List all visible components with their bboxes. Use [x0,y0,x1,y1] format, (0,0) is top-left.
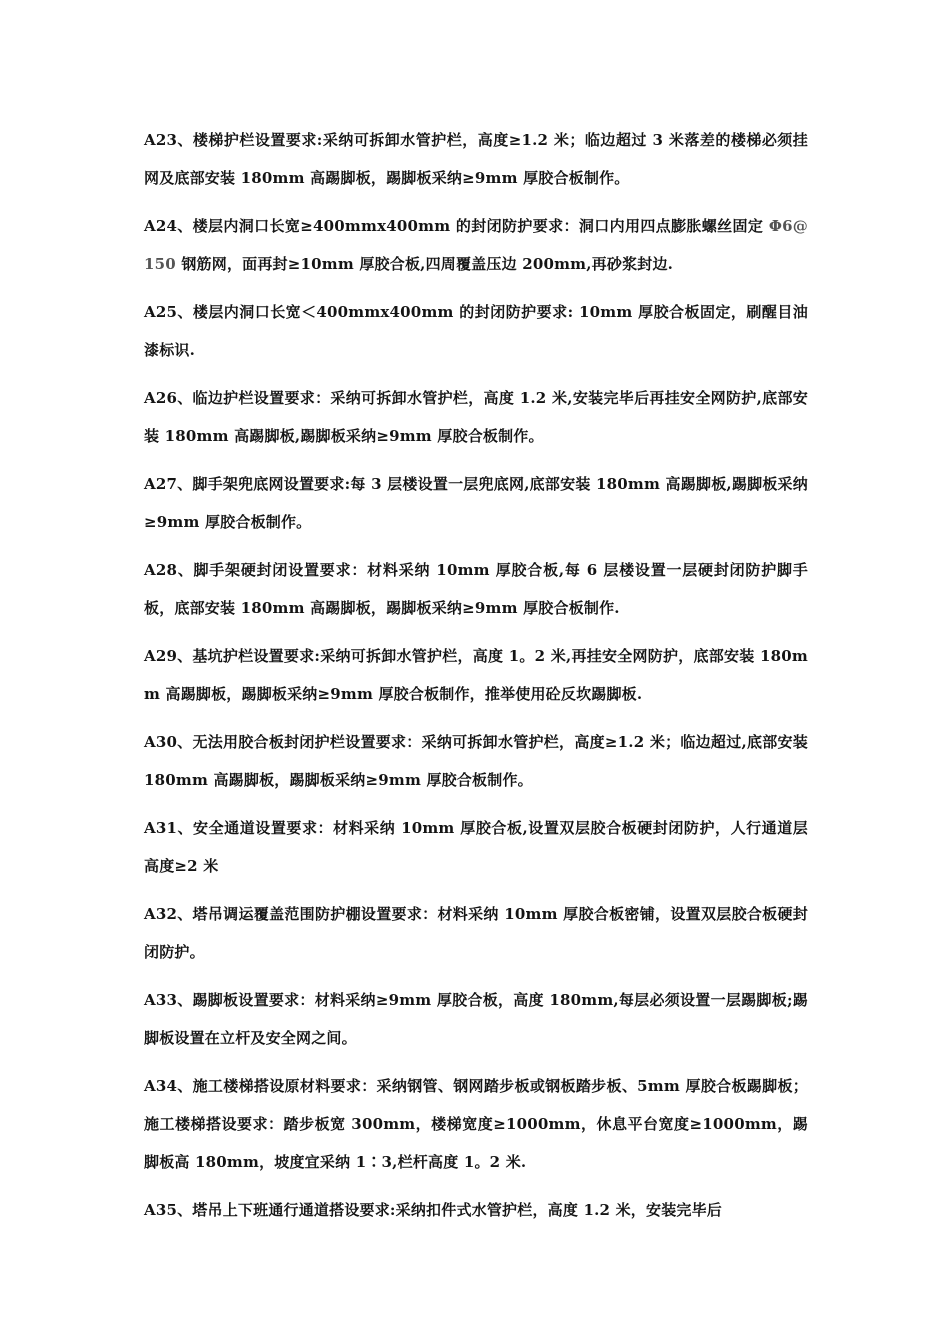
paragraph-a23: A23、楼梯护栏设置要求:采纳可拆卸水管护栏，高度≥1.2 米；临边超过 3 米落差的楼梯必须挂网及底部安装 180mm 高踢脚板，踢脚板采纳≥9mm 厚胶合板制作。 [144,131,808,187]
paragraph-a24-text-after: 钢筋网，面再封≥10mm 厚胶合板,四周覆盖压边 200mm,再砂浆封边. [175,255,674,273]
paragraph-a31: A31、安全通道设置要求：材料采纳 10mm 厚胶合板,设置双层胶合板硬封闭防护，人行通道层高度≥2 米 [144,819,808,875]
document-body [144,121,808,1239]
paragraph-a28: A28、脚手架硬封闭设置要求：材料采纳 10mm 厚胶合板,每 6 层楼设置一层硬封闭防护脚手板，底部安装 180mm 高踢脚板，踢脚板采纳≥9mm 厚胶合板制作. [144,561,808,617]
paragraph-a27: A27、脚手架兜底网设置要求:每 3 层楼设置一层兜底网,底部安装 180mm 高踢脚板,踢脚板采纳≥9mm 厚胶合板制作。 [144,475,808,531]
paragraph-a35: A35、塔吊上下班通行通道搭设要求:采纳扣件式水管护栏，高度 1.2 米，安装完毕后 [144,1201,722,1219]
paragraph-a24-text-before: A24、楼层内洞口长宽≥400mmx400mm 的封闭防护要求：洞口内用四点膨胀螺丝固定 [144,217,769,235]
paragraph-a26: A26、临边护栏设置要求：采纳可拆卸水管护栏，高度 1.2 米,安装完毕后再挂安全网防护,底部安装 180mm 高踢脚板,踢脚板采纳≥9mm 厚胶合板制作。 [144,389,808,445]
paragraph-a25: A25、楼层内洞口长宽＜400mmx400mm 的封闭防护要求: 10mm 厚胶合板固定，刷醒目油漆标识. [144,303,808,359]
paragraph-a30: A30、无法用胶合板封闭护栏设置要求：采纳可拆卸水管护栏，高度≥1.2 米；临边超过,底部安装 180mm 高踢脚板，踢脚板采纳≥9mm 厚胶合板制作。 [144,733,808,789]
paragraph-a24 [144,207,808,283]
paragraph-a33: A33、踢脚板设置要求：材料采纳≥9mm 厚胶合板，高度 180mm,每层必须设置一层踢脚板;踢脚板设置在立杆及安全网之间。 [144,991,808,1047]
paragraph-a34: A34、施工楼梯搭设原材料要求：采纳钢管、钢网踏步板或钢板踏步板、5mm 厚胶合板踢脚板；施工楼梯搭设要求：踏步板宽 300mm，楼梯宽度≥1000mm，休息平台宽度≥1000mm，踢脚板高 180mm，坡度宜采纳 1∶3,栏杆高度 1。2 米. [144,1077,808,1171]
rebar-spec-highlight: Φ6@150 [144,217,808,273]
paragraph-a29: A29、基坑护栏设置要求:采纳可拆卸水管护栏，高度 1。2 米,再挂安全网防护，底部安装 180mm 高踢脚板，踢脚板采纳≥9mm 厚胶合板制作，推举使用砼反坎踢脚板. [144,647,808,703]
paragraph-a32: A32、塔吊调运覆盖范围防护棚设置要求：材料采纳 10mm 厚胶合板密铺，设置双层胶合板硬封闭防护。 [144,905,808,961]
